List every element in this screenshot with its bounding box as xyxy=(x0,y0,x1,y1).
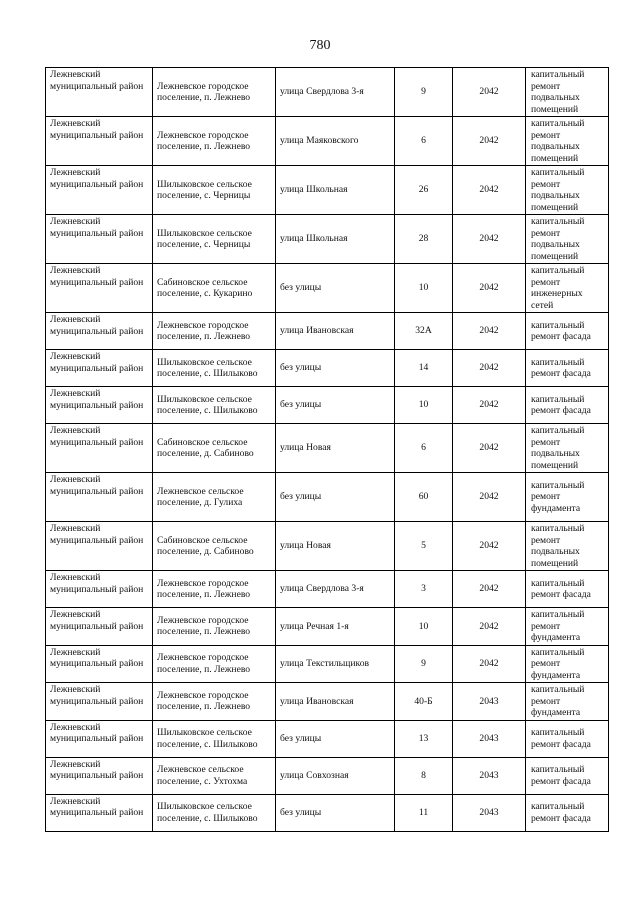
house-number-cell: 3 xyxy=(395,571,453,608)
work-type-cell: капитальный ремонт подвальных помещений xyxy=(526,522,609,571)
page-number: 780 xyxy=(309,38,331,53)
table-row xyxy=(46,350,609,387)
district-cell: Лежневский муниципальный район xyxy=(46,117,153,166)
settlement-cell: Шилыковское сельское поселение, с. Черницы xyxy=(153,215,276,264)
district-cell: Лежневский муниципальный район xyxy=(46,522,153,571)
work-type-cell: капитальный ремонт фасада xyxy=(526,757,609,794)
district-cell: Лежневский муниципальный район xyxy=(46,424,153,473)
street-cell: улица Свердлова 3-я xyxy=(276,68,395,117)
settlement-cell: Шилыковское сельское поселение, с. Шилыково xyxy=(153,794,276,831)
settlement-cell: Лежневское городское поселение, п. Лежнево xyxy=(153,608,276,646)
table-row xyxy=(46,387,609,424)
house-number-cell: 9 xyxy=(395,645,453,683)
year-cell: 2042 xyxy=(453,387,526,424)
work-type-cell: капитальный ремонт подвальных помещений xyxy=(526,166,609,215)
table-row xyxy=(46,571,609,608)
work-type-cell: капитальный ремонт фундамента xyxy=(526,645,609,683)
district-cell: Лежневский муниципальный район xyxy=(46,473,153,522)
district-cell: Лежневский муниципальный район xyxy=(46,794,153,831)
year-cell: 2042 xyxy=(453,522,526,571)
year-cell: 2042 xyxy=(453,264,526,313)
settlement-cell: Лежневское городское поселение, п. Лежнево xyxy=(153,68,276,117)
table-row xyxy=(46,683,609,721)
district-cell: Лежневский муниципальный район xyxy=(46,720,153,757)
table-row xyxy=(46,522,609,571)
district-cell: Лежневский муниципальный район xyxy=(46,683,153,721)
street-cell: улица Новая xyxy=(276,522,395,571)
table-row xyxy=(46,215,609,264)
settlement-cell: Лежневское городское поселение, п. Лежнево xyxy=(153,683,276,721)
settlement-cell: Лежневское городское поселение, п. Лежнево xyxy=(153,645,276,683)
house-number-cell: 32А xyxy=(395,313,453,350)
house-number-cell: 8 xyxy=(395,757,453,794)
street-cell: улица Школьная xyxy=(276,166,395,215)
district-cell: Лежневский муниципальный район xyxy=(46,68,153,117)
house-number-cell: 14 xyxy=(395,350,453,387)
settlement-cell: Шилыковское сельское поселение, с. Шилыково xyxy=(153,387,276,424)
street-cell: улица Маяковского xyxy=(276,117,395,166)
district-cell: Лежневский муниципальный район xyxy=(46,264,153,313)
table-body xyxy=(46,68,609,832)
work-type-cell: капитальный ремонт подвальных помещений xyxy=(526,215,609,264)
year-cell: 2042 xyxy=(453,68,526,117)
table-row xyxy=(46,645,609,683)
street-cell: улица Ивановская xyxy=(276,313,395,350)
year-cell: 2042 xyxy=(453,350,526,387)
settlement-cell: Шилыковское сельское поселение, с. Шилыково xyxy=(153,720,276,757)
house-number-cell: 28 xyxy=(395,215,453,264)
year-cell: 2043 xyxy=(453,683,526,721)
house-number-cell: 5 xyxy=(395,522,453,571)
settlement-cell: Шилыковское сельское поселение, с. Шилыково xyxy=(153,350,276,387)
table-row xyxy=(46,720,609,757)
house-number-cell: 40-Б xyxy=(395,683,453,721)
street-cell: без улицы xyxy=(276,387,395,424)
district-cell: Лежневский муниципальный район xyxy=(46,215,153,264)
street-cell: улица Речная 1-я xyxy=(276,608,395,646)
settlement-cell: Лежневское городское поселение, п. Лежнево xyxy=(153,571,276,608)
year-cell: 2042 xyxy=(453,117,526,166)
district-cell: Лежневский муниципальный район xyxy=(46,350,153,387)
year-cell: 2042 xyxy=(453,571,526,608)
house-number-cell: 10 xyxy=(395,387,453,424)
year-cell: 2042 xyxy=(453,313,526,350)
settlement-cell: Шилыковское сельское поселение, с. Черницы xyxy=(153,166,276,215)
work-type-cell: капитальный ремонт фасада xyxy=(526,313,609,350)
house-number-cell: 9 xyxy=(395,68,453,117)
year-cell: 2042 xyxy=(453,166,526,215)
street-cell: улица Свердлова 3-я xyxy=(276,571,395,608)
settlement-cell: Лежневское городское поселение, п. Лежнево xyxy=(153,313,276,350)
work-type-cell: капитальный ремонт фасада xyxy=(526,387,609,424)
house-number-cell: 6 xyxy=(395,117,453,166)
table-row xyxy=(46,166,609,215)
district-cell: Лежневский муниципальный район xyxy=(46,757,153,794)
house-number-cell: 10 xyxy=(395,608,453,646)
street-cell: улица Текстильщиков xyxy=(276,645,395,683)
house-number-cell: 10 xyxy=(395,264,453,313)
work-type-cell: капитальный ремонт инженерных сетей xyxy=(526,264,609,313)
year-cell: 2043 xyxy=(453,720,526,757)
work-type-cell: капитальный ремонт фасада xyxy=(526,794,609,831)
district-cell: Лежневский муниципальный район xyxy=(46,645,153,683)
year-cell: 2043 xyxy=(453,757,526,794)
table-row xyxy=(46,794,609,831)
work-type-cell: капитальный ремонт подвальных помещений xyxy=(526,117,609,166)
work-type-cell: капитальный ремонт подвальных помещений xyxy=(526,424,609,473)
house-number-cell: 60 xyxy=(395,473,453,522)
table-row xyxy=(46,68,609,117)
table-row xyxy=(46,424,609,473)
district-cell: Лежневский муниципальный район xyxy=(46,387,153,424)
district-cell: Лежневский муниципальный район xyxy=(46,166,153,215)
house-number-cell: 6 xyxy=(395,424,453,473)
street-cell: без улицы xyxy=(276,720,395,757)
table-row xyxy=(46,264,609,313)
work-type-cell: капитальный ремонт фасада xyxy=(526,720,609,757)
settlement-cell: Лежневское сельское поселение, д. Гулиха xyxy=(153,473,276,522)
street-cell: улица Новая xyxy=(276,424,395,473)
year-cell: 2043 xyxy=(453,794,526,831)
settlement-cell: Лежневское сельское поселение, с. Ухтохма xyxy=(153,757,276,794)
table-row xyxy=(46,473,609,522)
year-cell: 2042 xyxy=(453,645,526,683)
house-number-cell: 13 xyxy=(395,720,453,757)
work-type-cell: капитальный ремонт фундамента xyxy=(526,473,609,522)
year-cell: 2042 xyxy=(453,608,526,646)
table-row xyxy=(46,757,609,794)
house-number-cell: 26 xyxy=(395,166,453,215)
repair-schedule-table xyxy=(45,67,609,832)
settlement-cell: Лежневское городское поселение, п. Лежнево xyxy=(153,117,276,166)
work-type-cell: капитальный ремонт фасада xyxy=(526,350,609,387)
year-cell: 2042 xyxy=(453,215,526,264)
settlement-cell: Сабиновское сельское поселение, д. Сабиново xyxy=(153,424,276,473)
street-cell: без улицы xyxy=(276,473,395,522)
district-cell: Лежневский муниципальный район xyxy=(46,571,153,608)
settlement-cell: Сабиновское сельское поселение, с. Кукарино xyxy=(153,264,276,313)
year-cell: 2042 xyxy=(453,424,526,473)
street-cell: улица Ивановская xyxy=(276,683,395,721)
street-cell: улица Совхозная xyxy=(276,757,395,794)
settlement-cell: Сабиновское сельское поселение, д. Сабиново xyxy=(153,522,276,571)
table-row xyxy=(46,608,609,646)
work-type-cell: капитальный ремонт фундамента xyxy=(526,608,609,646)
work-type-cell: капитальный ремонт подвальных помещений xyxy=(526,68,609,117)
year-cell: 2042 xyxy=(453,473,526,522)
table-row xyxy=(46,117,609,166)
house-number-cell: 11 xyxy=(395,794,453,831)
street-cell: без улицы xyxy=(276,794,395,831)
work-type-cell: капитальный ремонт фасада xyxy=(526,571,609,608)
street-cell: без улицы xyxy=(276,264,395,313)
district-cell: Лежневский муниципальный район xyxy=(46,608,153,646)
street-cell: улица Школьная xyxy=(276,215,395,264)
work-type-cell: капитальный ремонт фундамента xyxy=(526,683,609,721)
table-row xyxy=(46,313,609,350)
district-cell: Лежневский муниципальный район xyxy=(46,313,153,350)
street-cell: без улицы xyxy=(276,350,395,387)
